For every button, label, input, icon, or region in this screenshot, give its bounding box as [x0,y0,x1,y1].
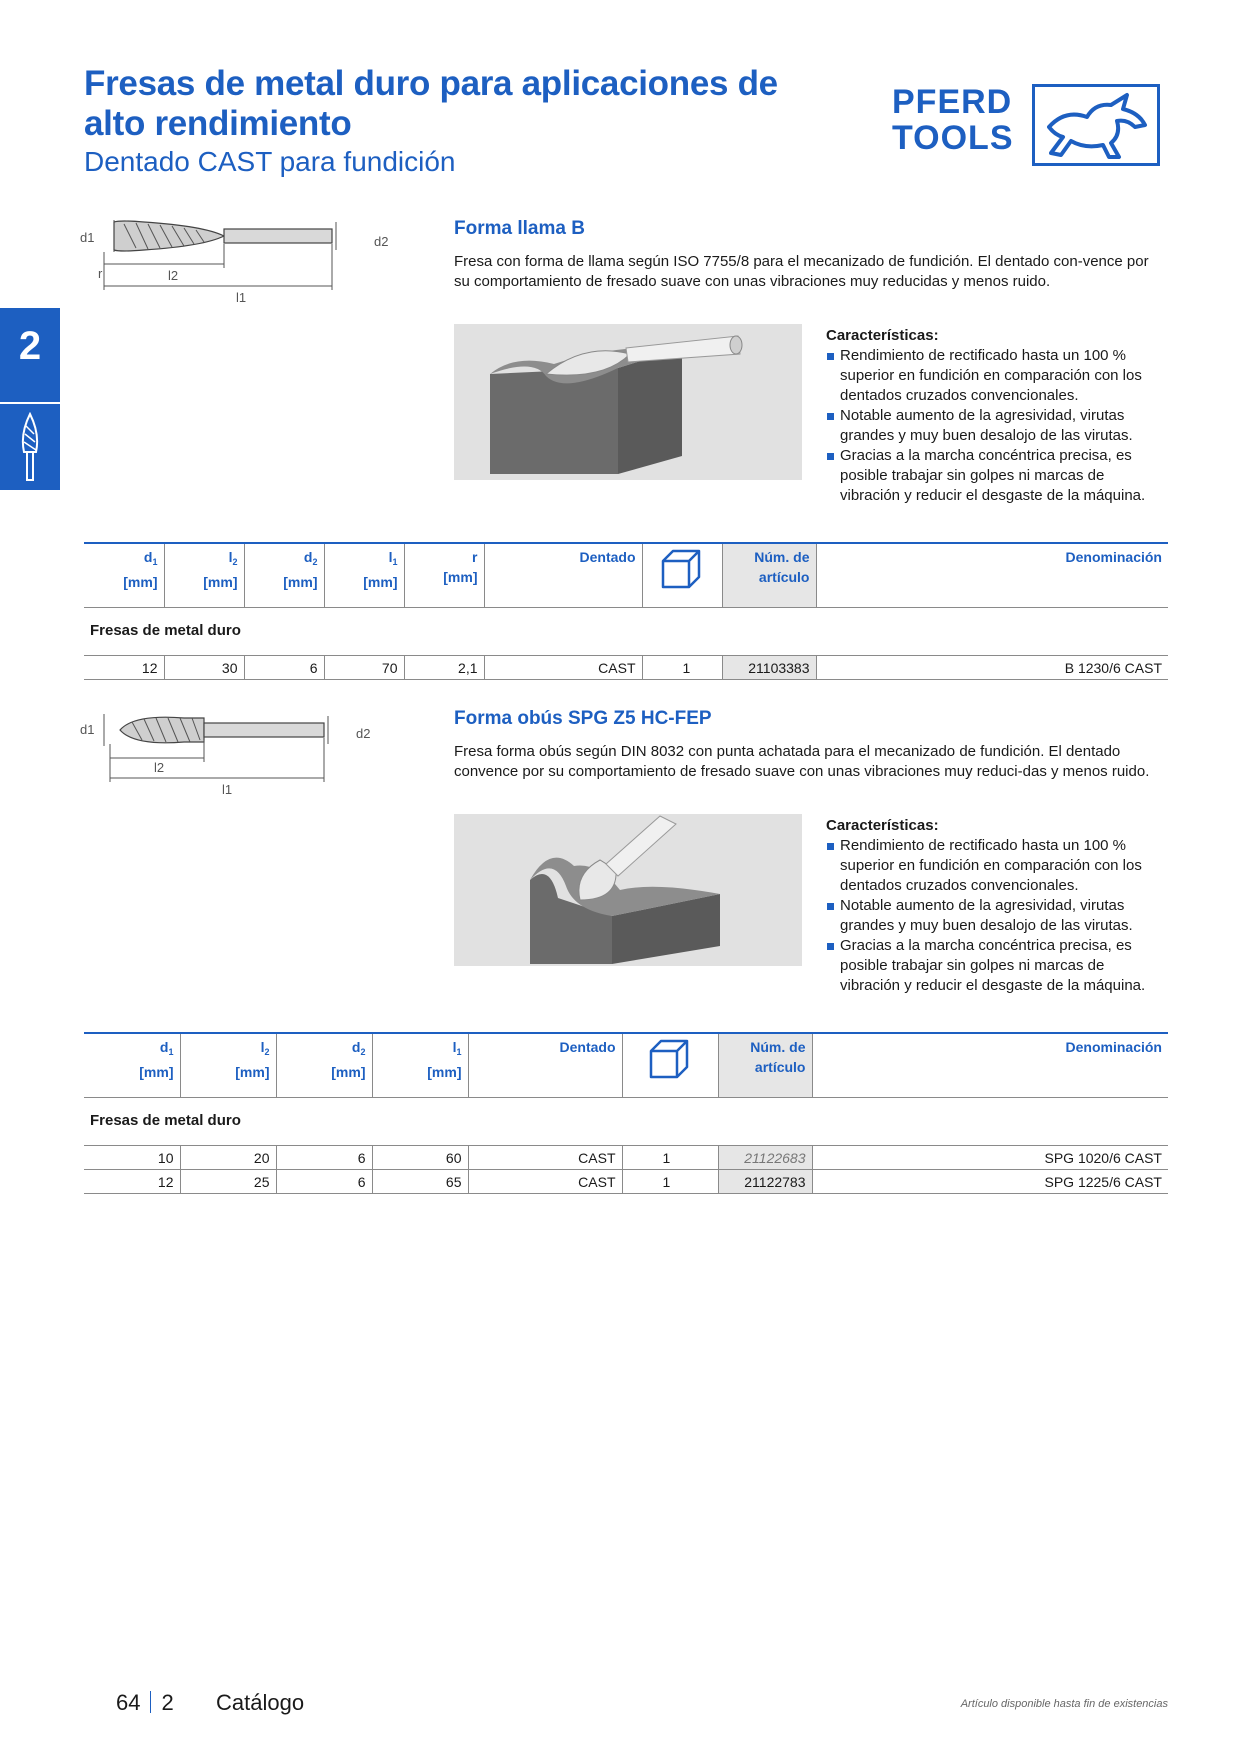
dim-label-d2: d2 [374,234,389,249]
cell-article-number: 21122683 [718,1145,812,1169]
feature-item: Gracias a la marcha concéntrica precisa, es posible trabajar sin golpes ni marcas de vibración y reducir el desgaste de la máquina. [826,936,1168,996]
section-forma-llama-b [80,214,1168,684]
catalog-label: Catálogo [216,1690,305,1715]
cell-article-number: 21103383 [722,655,816,679]
col-header-package [622,1033,718,1097]
table-header-row [84,543,1168,607]
page-subtitle: Dentado CAST para fundición [84,146,456,177]
product-photo [454,324,802,480]
col-header-d1: $d_1$ [mm] [84,1033,180,1097]
chapter-tab [0,308,60,490]
features-title: Características: [826,327,939,344]
chapter-divider [0,402,60,404]
table-row [84,1145,1168,1169]
tree-burr-drawing [84,704,404,794]
cell-denominacion: SPG 1225/6 CAST [812,1169,1168,1193]
dim-label-l1: l1 [236,290,247,305]
table-group-row [84,1097,1168,1145]
group-label: Fresas de metal duro [84,1097,1168,1145]
col-header-l1: $l_1$ [mm] [324,543,404,607]
col-header-package [642,543,722,607]
cell-l2: 25 [180,1169,276,1193]
features-list [826,836,1168,996]
cell-d1: 12 [84,1169,180,1193]
burr-tool-icon [18,412,42,482]
section-heading: Forma llama B [454,218,585,239]
table-row [84,655,1168,679]
cell-l2: 30 [164,655,244,679]
page-number [116,1690,174,1716]
chapter-number-footer: 2 [161,1690,174,1715]
cell-dentado: CAST [484,655,642,679]
feature-item: Rendimiento de rectificado hasta un 100 % superior en fundición en comparación con los dentados cruzados convencionales. [826,836,1168,896]
logo-line-1: PFERD [892,83,1013,121]
cell-d2: 6 [276,1169,372,1193]
col-header-l2: $l_2$ [mm] [180,1033,276,1097]
col-header-d2: $d_2$ [mm] [276,1033,372,1097]
cell-denominacion: B 1230/6 CAST [816,655,1168,679]
feature-item: Gracias a la marcha concéntrica precisa, es posible trabajar sin golpes ni marcas de vibración y reducir el desgaste de la máquina. [826,446,1168,506]
cell-d1: 12 [84,655,164,679]
table-row [84,1169,1168,1193]
col-header-denominacion: Denominación [816,543,1168,607]
cell-pack: 1 [622,1169,718,1193]
cell-pack: 1 [642,655,722,679]
cell-l2: 20 [180,1145,276,1169]
cell-r: 2,1 [404,655,484,679]
cell-d1: 10 [84,1145,180,1169]
col-header-dentado: Dentado [468,1033,622,1097]
dim-label-l1: l1 [222,782,233,797]
col-header-article-number: Núm. de artículo [718,1033,812,1097]
logo-wordmark [892,84,1014,156]
col-header-d2: $d_2$ [mm] [244,543,324,607]
col-header-l2: $l_2$ [mm] [164,543,244,607]
package-icon [647,1037,691,1081]
page-number-value: 64 [116,1690,141,1715]
features-block [826,326,1168,506]
group-label: Fresas de metal duro [84,607,1168,655]
cell-article-number: 21122783 [718,1169,812,1193]
col-header-r: r [mm] [404,543,484,607]
page-title: Fresas de metal duro para aplicaciones de alto rendimiento [84,64,778,143]
section-heading: Forma obús SPG Z5 HC-FEP [454,708,712,729]
section-description: Fresa forma obús según DIN 8032 con punta achatada para el mecanizado de fundición. El dentado convence por su comportamiento de fresado suave con unas vibraciones muy reduci-das y menos ruido. [454,743,1150,780]
package-icon [659,547,703,591]
chapter-number: 2 [18,324,42,368]
section-description: Fresa con forma de llama según ISO 7755/8 para el mecanizado de fundición. El dentado con-vence por su comportamiento de fresado suave con unas vibraciones muy reducidas y menos ruido. [454,253,1149,290]
col-header-d1: $d_1$ [mm] [84,543,164,607]
dim-label-d2: d2 [356,726,371,741]
feature-item: Notable aumento de la agresividad, virutas grandes y muy buen desalojo de las virutas. [826,406,1168,446]
col-header-article-number: Núm. de artículo [722,543,816,607]
feature-item: Notable aumento de la agresividad, virutas grandes y muy buen desalojo de las virutas. [826,896,1168,936]
table-header-row [84,1033,1168,1097]
dim-label-d1: d1 [80,722,95,737]
footer-separator [150,1691,151,1713]
spec-table [84,1032,1168,1194]
col-header-l1: $l_1$ [mm] [372,1033,468,1097]
pferd-tools-logo [892,84,1168,166]
cell-l1: 60 [372,1145,468,1169]
cell-dentado: CAST [468,1169,622,1193]
cell-d2: 6 [276,1145,372,1169]
cell-d2: 6 [244,655,324,679]
dim-label-d1: d1 [80,230,95,245]
features-list [826,346,1168,506]
section-forma-obus-spg [80,704,1168,1204]
features-title: Características: [826,817,939,834]
cell-l1: 65 [372,1169,468,1193]
col-header-denominacion: Denominación [812,1033,1168,1097]
horse-icon [1032,84,1160,166]
table-group-row [84,607,1168,655]
features-block [826,816,1168,996]
spec-table [84,542,1168,680]
dim-label-l2: l2 [154,760,165,775]
col-header-dentado: Dentado [484,543,642,607]
cell-l1: 70 [324,655,404,679]
cell-pack: 1 [622,1145,718,1169]
dim-label-l2: l2 [168,268,179,283]
cell-denominacion: SPG 1020/6 CAST [812,1145,1168,1169]
logo-line-2: TOOLS [892,119,1014,157]
product-photo [454,814,802,966]
availability-note: Artículo disponible hasta fin de existencias [960,1698,1168,1710]
feature-item: Rendimiento de rectificado hasta un 100 % superior en fundición en comparación con los dentados cruzados convencionales. [826,346,1168,406]
cell-dentado: CAST [468,1145,622,1169]
dim-label-r: r [98,266,103,281]
